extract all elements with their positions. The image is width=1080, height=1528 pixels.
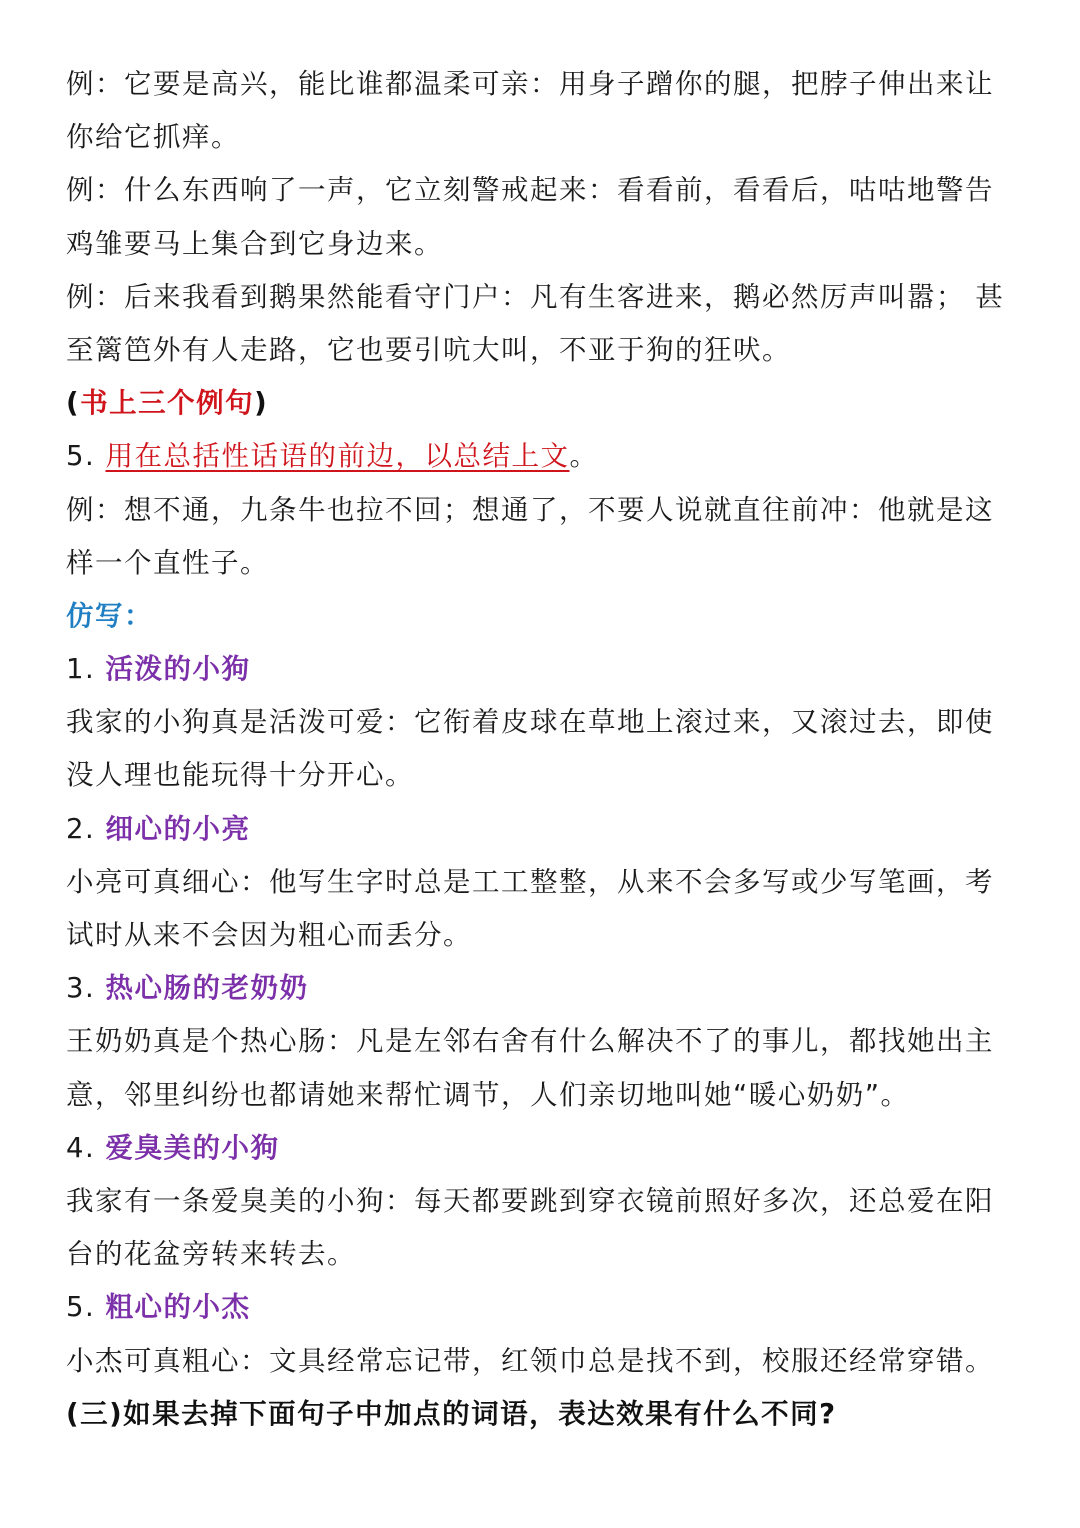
book-examples-note xyxy=(66,377,1006,430)
item-1-line-2: 没人理也能玩得十分开心。 xyxy=(66,759,414,792)
item-3-line-2: 意，邻里纠纷也都请她来帮忙调节，人们亲切地叫她“暖心奶奶”。 xyxy=(66,1078,910,1111)
section-3-heading: (三)如果去掉下面句子中加点的词语，表达效果有什么不同? xyxy=(66,1397,837,1430)
point-5-end: 。 xyxy=(569,440,599,473)
item-1-title-text: 活泼的小狗 xyxy=(105,653,251,686)
item-2-title-text: 细心的小亮 xyxy=(105,812,251,845)
item-4-number: 4. xyxy=(66,1131,106,1164)
item-4-title-text: 爱臭美的小狗 xyxy=(105,1131,280,1164)
example-1-line-1: 例：它要是高兴，能比谁都温柔可亲：用身子蹭你的腿，把脖子伸出来让 xyxy=(66,68,994,100)
example-4-line-2: 样一个直性子。 xyxy=(66,546,269,579)
item-3-line-1: 王奶奶真是个热心肠：凡是左邻右舍有什么解决不了的事儿，都找她出主 xyxy=(66,1025,994,1058)
item-1-number: 1. xyxy=(66,653,106,686)
point-5 xyxy=(66,430,1006,483)
item-2-line-2: 试时从来不会因为粗心而丢分。 xyxy=(66,919,472,951)
item-4-line-1: 我家有一条爱臭美的小狗：每天都要跳到穿衣镜前照好多次，还总爱在阳 xyxy=(66,1184,994,1217)
item-5-title xyxy=(66,1281,1006,1334)
example-2-line-1: 例：什么东西响了一声，它立刻警戒起来：看看前，看看后，咕咕地警告 xyxy=(66,174,994,207)
item-4-line-2: 台的花盆旁转来转去。 xyxy=(66,1238,356,1271)
note-close-paren: ) xyxy=(254,387,269,420)
item-1-line-1: 我家的小狗真是活泼可爱：它衔着皮球在草地上滚过来，又滚过去，即使 xyxy=(66,706,994,739)
item-2-title xyxy=(66,803,1006,856)
item-5-line-1: 小杰可真粗心：文具经常忘记带，红领巾总是找不到，校服还经常穿错。 xyxy=(66,1344,994,1377)
document-page xyxy=(66,58,1006,1441)
item-1-title xyxy=(66,643,1006,696)
example-4-line-1: 例：想不通，九条牛也拉不回；想通了，不要人说就直往前冲：他就是这 xyxy=(66,493,994,526)
item-2-number: 2. xyxy=(66,812,106,845)
note-text: 书上三个例句 xyxy=(80,387,255,420)
item-3-number: 3. xyxy=(66,972,106,1005)
note-open-paren: ( xyxy=(66,387,81,420)
point-5-text: 用在总括性话语的前边，以总结上文 xyxy=(105,440,570,473)
point-5-number: 5. xyxy=(66,440,106,473)
example-3-line-2: 至篱笆外有人走路，它也要引吭大叫，不亚于狗的狂吠。 xyxy=(66,333,791,366)
imitation-heading: 仿写： xyxy=(66,599,153,632)
example-1-line-2: 你给它抓痒。 xyxy=(66,121,240,154)
item-4-title xyxy=(66,1122,1006,1175)
example-3-line-1: 例：后来我看到鹅果然能看守门户：凡有生客进来，鹅必然厉声叫嚣； 甚 xyxy=(66,280,1005,313)
item-5-title-text: 粗心的小杰 xyxy=(105,1291,251,1324)
item-3-title-text: 热心肠的老奶奶 xyxy=(105,972,309,1005)
item-2-line-1: 小亮可真细心：他写生字时总是工工整整，从来不会多写或少写笔画，考 xyxy=(66,865,994,898)
item-5-number: 5. xyxy=(66,1291,106,1324)
item-3-title xyxy=(66,962,1006,1015)
example-2-line-2: 鸡雏要马上集合到它身边来。 xyxy=(66,227,443,260)
